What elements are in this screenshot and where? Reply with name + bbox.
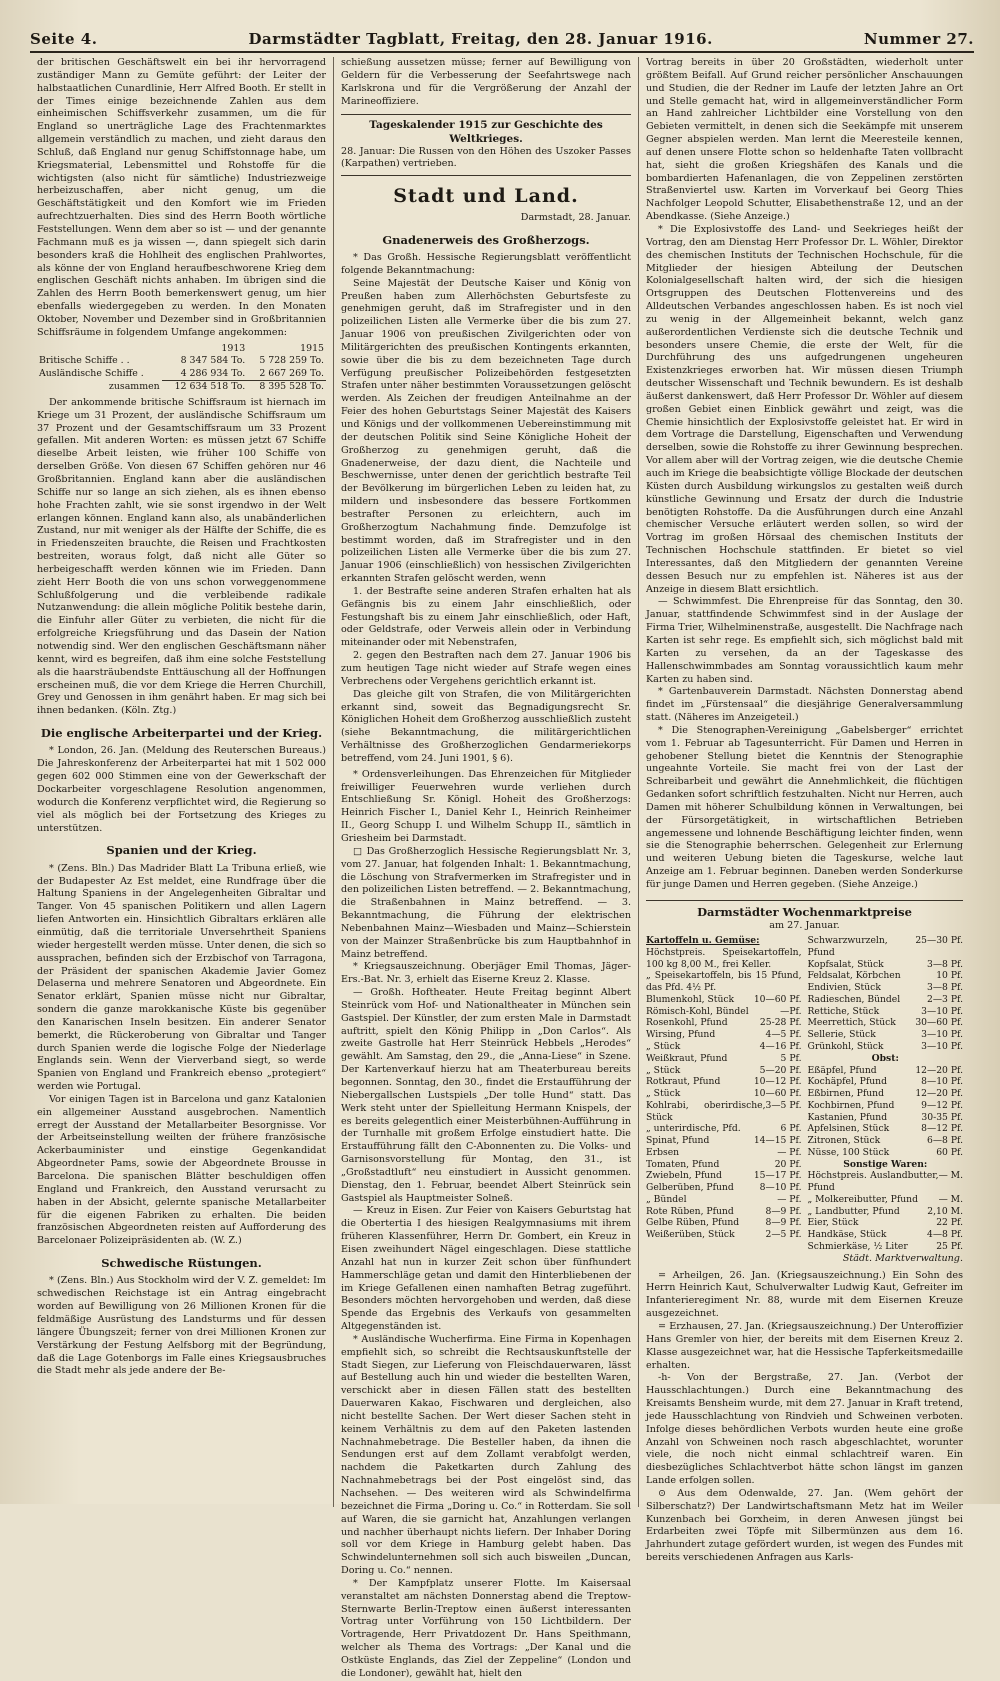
- tageskalender-entry: 28. Januar: Die Russen von den Höhen des Uszoker Passes (Karpathen) vertrieben.: [341, 145, 631, 170]
- page-number: Seite 4.: [30, 30, 98, 48]
- market-item: Eßbirnen, Pfund: [807, 1088, 884, 1100]
- total-1913: 12 634 518 To.: [162, 381, 248, 394]
- market-item: Rettiche, Stück: [807, 1005, 880, 1017]
- market-item: Gelbe Rüben, Pfund: [646, 1217, 740, 1229]
- market-price-row: [808, 1088, 964, 1100]
- market-item: Tomaten, Pfund: [646, 1158, 720, 1170]
- table-row: [37, 368, 326, 381]
- market-price-row: [808, 1147, 964, 1159]
- market-item: Spinat, Pfund: [646, 1135, 710, 1147]
- market-item: Eier, Stück: [807, 1217, 859, 1229]
- market-item: Erbsen: [646, 1146, 680, 1158]
- market-price: 8—9 Pf.: [765, 1217, 802, 1229]
- market-price-row: [808, 1017, 964, 1029]
- market-right-column: [808, 935, 964, 1253]
- column-2: [333, 57, 638, 1679]
- market-price-row: [646, 1041, 802, 1053]
- market-price: — M.: [938, 1170, 963, 1182]
- market-price-row: [808, 970, 964, 982]
- market-item: Nüsse, 100 Stück: [807, 1146, 890, 1158]
- market-price: 22 Pf.: [936, 1217, 963, 1229]
- total-1915: 8 395 528 To.: [247, 381, 326, 394]
- market-item: Feldsalat, Körbchen: [807, 970, 901, 982]
- article-hoftheater: — Großh. Hoftheater. Heute Freitag beginnt Albert Steinrück vom Hof- und Nationaltheater in München sein Gastspiel. Der Künstler, der zum ersten Male in Darmstadt auftritt, spielt den König Philipp in „Don Carlos“. Als zweite Gastrolle hat Herr Steinrück Hebbels „Herodes“ gewählt. Am Samstag, den 29., die „Anna-Liese“ in Szene. Der Kartenverkauf hierzu hat am Theaterbureau bereits begonnen. Sonntag, den 30., findet die Erstaufführung der Niebergallschen Lustspiels „Der tolle Hund“ statt. Das Werk steht unter der Spielleitung Hermann Knispels, der es bereits gelegentlich einer Meisterbühnen-Aufführung in der Turnhalle mit großem Erfolge einstudiert hatte. Die Erstaufführung fällt den C-Abonnenten zu. Die Volks- und Garnisonsvorstellung für Montag, den 31., ist „Großstadtluft“ neu einstudiert in Aussicht genommen. Dienstag, den 1. Februar, beendet Albert Steinrück sein Gastspiel als Hauptmeister Solneß.: [341, 987, 631, 1204]
- market-price-row: [646, 947, 802, 971]
- article-bergstrasse: -h- Von der Bergstraße, 27. Jan. (Verbot der Hausschlachtungen.) Durch eine Bekanntmachung des Kreisamts Bensheim wurde, mit dem 27. Januar in Kraft tretend, jede Hausschlachtung von Rindvieh und Schweinen verboten. Infolge dieses behördlichen Verbots wurden heute eine große Anzahl von Schweinen noch rasch abgeschlachtet, worunter viele, die noch nicht einmal schlachtreif waren. Ein diesbezügliches Schlachtverbot hätte schon längst im ganzen Lande erfolgen sollen.: [646, 1372, 963, 1487]
- market-price-row: [808, 1029, 964, 1041]
- article-gnadenerweis-5: Das gleiche gilt von Strafen, die von Militärgerichten erkannt sind, soweit das Begnadigungsrecht Sr. Königlichen Hoheit dem Großherzog ausschließlich zusteht (siehe Bekanntmachung, die militärgerichtlichen Verhältnisse des Großherzoglichen Gendarmeriekorps betreffend, vom 24. Juni 1901, § 6).: [341, 688, 631, 764]
- market-price-row: [808, 1217, 964, 1229]
- market-other-goods-heading: Sonstige Waren:: [843, 1158, 928, 1170]
- market-item: „ Landbutter, Pfund: [807, 1205, 900, 1217]
- market-item: Grünkohl, Stück: [807, 1040, 884, 1052]
- market-price: 8—10 Pf.: [921, 1076, 963, 1088]
- market-item: Endivien, Stück: [807, 982, 881, 994]
- market-price-row: [646, 1053, 802, 1065]
- market-item: „ Speisekartoffeln, bis 15 Pfund, das Pfd. 4½ Pf.: [646, 970, 802, 994]
- article-ordensverleihungen: * Ordensverleihungen. Das Ehrenzeichen für Mitglieder freiwilliger Feuerwehren wurde verliehen durch Entschließung Sr. Königl. Hoheit des Großherzogs: Heinrich Fischer I., Daniel Kehr I., Heinrich Reinheimer II., Georg Schupp I. und Wilhelm Schupp II., sämtlich in Griesheim bei Darmstadt.: [341, 768, 631, 844]
- article-kriegsauszeichnung: * Kriegsauszeichnung. Oberjäger Emil Thomas, Jäger-Ers.-Bat. Nr. 3, erhielt das Eiserne Kreuz 2. Klasse.: [341, 961, 631, 986]
- headline-arbeiterpartei: Die englische Arbeiterpartei und der Krieg.: [40, 726, 323, 741]
- article-wucherfirma: * Ausländische Wucherfirma. Eine Firma in Kopenhagen empfiehlt sich, so schreibt die Rechtsauskunftstelle der Stadt Siegen, zur Lieferung von Fleischdauerwaren, lässt auf Bestellung auch hin und wieder die bestellten Waren, verschickt aber in diesen Fällen statt des bestellten Dauerwaren Kakao, Fischwaren und dergleichen, also nicht bestellte Sachen. Der Wert dieser Sachen steht in keinem Verhältnis zu dem auf den Paketen lastenden Nachnahmebetrage. Die Besteller haben, da ihnen die Sendungen erst auf dem Zollamt verabfolgt werden, nachdem die Paketkarten durch Zahlung des Nachnahmebetrags bei der Post eingelöst sind, das Nachsehen. — Des weiteren wird als Schwindelfirma bezeichnet die Firma „Doring u. Co.“ in Rotterdam. Sie soll auf Waren, die sie garnicht hat, Anzahlungen verlangen und nachher überhaupt nichts liefern. Der Inhaber Doring soll vor dem Kriege in Hamburg gelebt haben. Das Schwindelunternehmen soll sich auch bisweilen „Duncan, Doring u. Co.“ nennen.: [341, 1333, 631, 1577]
- dateline: Darmstadt, 28. Januar.: [520, 211, 631, 223]
- market-price: 30—60 Pf.: [915, 1017, 963, 1029]
- market-item: Gelberüben, Pfund: [646, 1182, 734, 1194]
- market-item: „ Stück: [646, 1064, 681, 1076]
- market-price: 4—8 Pf.: [927, 1229, 963, 1241]
- total-label: zusammen: [108, 381, 160, 393]
- market-price-row: [646, 1182, 802, 1194]
- market-price-row: [646, 1076, 802, 1088]
- market-price-row: [808, 1206, 964, 1218]
- article-spanien: * (Zens. Bln.) Das Madrider Blatt La Tribuna erließ, wie der Budapester Az Est meldet, eine Rundfrage über die Haltung Spaniens in der Angelegenheiten Gibraltar und Tanger. Von 45 spanischen Politikern und allen Lagern liefen Antworten ein. Hinsichtlich Gibraltars erklären alle einmütig, daß die territoriale Unversehrtheit Spaniens wieder hergestellt werden müsse. Unter denen, die sich so aussprachen, befinden sich der Erzbischof von Tarragona, der Präsident der spanischen Akademie Javier Gomez Delaserna und mehrere Senatoren und Abgeordnete. Ein Senator erklärt, Spanien müsse nicht nur Gibraltar, sondern die ganze marokkanische Küste bis gegenüber den Kanarischen Inseln besitzen. Ein anderer Senator bemerkt, die Rückeroberung von Gibraltar und Tanger durch Spanien werde die logische Folge der Niederlage Englands sein. Wenn der Vierverband siegt, so werde Spanien von England und Frankreich ebenso „protegiert“ werden wie Portugal.: [37, 862, 326, 1093]
- market-price: 10 Pf.: [936, 970, 963, 982]
- column-1: [30, 57, 333, 1507]
- market-item: Weißkraut, Pfund: [646, 1052, 728, 1064]
- market-vegetables-heading: Kartoffeln u. Gemüse:: [646, 935, 760, 947]
- market-price: 12—20 Pf.: [915, 1064, 963, 1076]
- market-item: Schmierkäse, ½ Liter: [807, 1241, 908, 1252]
- article-explosivstoffe: * Die Explosivstoffe des Land- und Seekrieges heißt der Vortrag, den am Dienstag Herr Professor Dr. L. Wöhler, Direktor des chemischen Instituts der Technischen Hochschule, für die Mitglieder der hiesigen Abteilung der Deutschen Kolonialgesellschaft halten wird, der sich die hiesigen Ortsgruppen des Deutschen Flottenvereins und des Alldeutschen Verbandes angeschlossen haben. Es ist noch viel zu wenig in der Allgemeinheit bekannt, welch ganz außerordentlichen Verdienste sich die deutsche Technik und besonders unsere Chemie, die erste der Welt, für die Durchführung des uns aufgedrungenen ungeheuren Existenzkrieges erworben hat. Wir müssen diesen Triumph deutscher Wissenschaft und Technik bewundern. Es ist deshalb äußerst dankenswert, daß Herr Professor Dr. Wöhler auf diesem großen Gebiet einen Einblick gewährt und zeigt, was die Chemie hinsichtlich der Explosivstoffe geleistet hat. Er wird in dem Vortrage die Darstellung, Eigenschaften und Verwendung derselben, sowie die Rohstoffe zu ihrer Gewinnung besprechen. Vor allem aber will der Vortrag zeigen, wie die deutsche Chemie auch im Kriege die beabsichtigte völlige Blockade der deutschen Küsten durch Ausbildung wirkungslos zu gestalten weiß durch künstliche Gewinnung und Ersatz der durch die Industrie benötigten Rohstoffe. Da die Ausführungen durch eine Anzahl chemischer Versuche erläutert werden sollen, so wird der Vortrag im großen Hörsaal des chemischen Instituts der Technischen Hochschule stattfinden. Er bietet so viel Interessantes, daß den Mitgliedern der genannten Vereine dessen Besuch nur zu empfehlen ist. Näheres ist aus der Anzeige in diesem Blatt ersichtlich.: [646, 223, 963, 595]
- market-price-row: [808, 935, 964, 959]
- market-price-row: [808, 1123, 964, 1135]
- market-price-row: [808, 1006, 964, 1018]
- market-price: — Pf.: [777, 1193, 802, 1205]
- headline-spanien: Spanien und der Krieg.: [106, 843, 257, 858]
- market-item: Weißerüben, Stück: [646, 1229, 735, 1241]
- market-item: Eßäpfel, Pfund: [807, 1064, 877, 1076]
- market-prices-date: am 27. Januar.: [769, 920, 840, 932]
- market-price: 25—30 Pf.: [915, 935, 963, 947]
- row-label: Ausländische Schiffe .: [39, 368, 144, 379]
- market-price-row: [646, 1017, 802, 1029]
- market-price: 4—5 Pf.: [765, 1029, 802, 1041]
- table-total-row: [37, 381, 326, 394]
- tageskalender-title: Tageskalender 1915 zur Geschichte des Weltkrieges.: [369, 119, 603, 145]
- article-schweden-continued: schießung aussetzen müsse; ferner auf Bewilligung von Geldern für die Verbesserung der Seefahrtswege nach Karlskrona und für die Vergrößerung der Anzahl der Marineoffiziere.: [341, 57, 631, 107]
- article-gnadenerweis: * Das Großh. Hessische Regierungsblatt veröffentlicht folgende Bekanntmachung:: [341, 252, 631, 276]
- market-price-row: [808, 1100, 964, 1112]
- market-price-row: [808, 1170, 964, 1194]
- columns: [30, 57, 974, 1679]
- market-item: Apfelsinen, Stück: [807, 1123, 890, 1135]
- article-gnadenerweis-2: Seine Majestät der Deutsche Kaiser und König von Preußen haben zum Allerhöchsten Geburtsfeste zu genehmigen geruht, daß im Strafregister und in den polizeilichen Listen alle Vermerke über die bis zum 27. Januar 1906 von preußischen Zivilgerichten oder von Militärgerichten des preußischen Kontingents erkannten, sowie über die bis zu dem bezeichneten Tage durch Verfügung preußischer Polizeibehörden festgesetzten Strafen unter näher bestimmten Voraussetzungen gelöscht werden. Als Zeichen der freudigen Anteilnahme an der Feier des hohen Geburtstags Seiner Majestät des Kaisers und Königs und der vollkommenen Uebereinstimmung mit der deutschen Politik sind Seine Königliche Hoheit der Großherzog zu genehmigen geruht, daß die Gnadenerweise, der dazu dient, die Nachteile und Beschwernisse, unter denen der gerichtlich bestrafte Teil der Bevölkerung im bürgerlichen Leben zu leiden hat, zu mildern und insbesondere das bessere Fortkommen bestrafter Personen zu erleichtern, auch im Großherzogtum Nachahmung finde. Demzufolge ist bestimmt worden, daß im Strafregister und in den polizeilichen Listen alle Vermerke über die bis zum 27. Januar 1906 (einschließlich) von hessischen Zivilgerichten erkannten Strafen gelöscht werden, wenn: [341, 277, 631, 585]
- market-price: 8—9 Pf.: [765, 1205, 802, 1217]
- market-price: — Pf.: [777, 1146, 802, 1158]
- column-3: [638, 57, 970, 1564]
- market-price-row: [808, 1076, 964, 1088]
- market-price: 2,10 M.: [927, 1205, 963, 1217]
- article-gnadenerweis-3: 1. der Bestrafte seine anderen Strafen erhalten hat als Gefängnis bis zu einem Jahr einschließlich, oder Festungshaft bis zu einem Jahr einschließlich, oder Haft, oder Geldstrafe, oder Verweis allein oder in Verbindung miteinander oder mit Nebenstrafen,: [341, 585, 631, 649]
- article-kampfplatz-continued: Vortrag bereits in über 20 Großstädten, wiederholt unter größtem Beifall. Auf Grund reicher persönlicher Anschauungen und Studien, die der Redner im Laufe der letzten Jahre an Ort und Stelle gemacht hat, wird in allgemeinverständlicher Form an Hand zahlreicher Lichtbilder eine Vorstellung von den Gebieten vermittelt, in denen sich die Seekämpfe mit unserem Gegner abspielen werden. Man lernt die Meeresteile kennen, auf denen unsere Flotte schon so heldenhafte Taten vollbracht hat, sieht die großen Kriegshäfen des Kanals und die bombardierten Hafenanlagen, die von Zeppelinen zerstörten Straßenviertel usw. Karten im Vorverkauf bei Georg Thies Nachfolger Leopold Schutter, Elisabethenstraße 12, und an der Abendkasse. (Siehe Anzeige.): [646, 57, 963, 223]
- market-price: 8—10 Pf.: [759, 1182, 802, 1194]
- market-price-row: [646, 1194, 802, 1206]
- market-price: 5 Pf.: [780, 1052, 802, 1064]
- market-price-row: [646, 1088, 802, 1100]
- market-price-row: [646, 1065, 802, 1077]
- market-item: Kopfsalat, Stück: [807, 958, 884, 970]
- market-item: Höchstpreis. Speisekartoffeln, 100 kg 8,00 M., frei Keller.: [646, 946, 802, 970]
- market-item: „ Bündel: [646, 1193, 687, 1205]
- section-title-stadt-und-land: Stadt und Land.: [393, 185, 579, 208]
- market-price: 4—16 Pf.: [759, 1040, 802, 1052]
- cell-1915: 5 728 259 To.: [259, 355, 324, 367]
- market-price-row: [808, 1229, 964, 1241]
- table-row: [37, 355, 326, 368]
- market-item: Radieschen, Bündel: [807, 993, 901, 1005]
- market-price-row: [646, 1159, 802, 1171]
- issue-number: Nummer 27.: [863, 30, 974, 48]
- market-price: 3—10 Pf.: [921, 1040, 963, 1052]
- market-item: Sellerie, Stück: [807, 1029, 876, 1041]
- market-price-row: [646, 994, 802, 1006]
- masthead: [30, 30, 974, 53]
- market-price: 3—8 Pf.: [927, 958, 963, 970]
- market-item: Zitronen, Stück: [807, 1135, 881, 1147]
- market-item: Höchstpreis. Auslandbutter, Pfund: [807, 1170, 939, 1194]
- market-price: 10—60 Pf.: [753, 1088, 802, 1100]
- row-label: Britische Schiffe . .: [39, 355, 130, 367]
- market-price: 10—60 Pf.: [753, 993, 802, 1005]
- market-price: 8—12 Pf.: [921, 1123, 963, 1135]
- market-price: 5—20 Pf.: [759, 1064, 802, 1076]
- market-item: Kohlrabi, oberirdische, Stück: [646, 1099, 766, 1123]
- market-item: „ unterirdische, Pfd.: [646, 1123, 741, 1135]
- market-price: 6 Pf.: [780, 1123, 802, 1135]
- market-item: Zwiebeln, Pfund: [646, 1170, 722, 1182]
- article-gnadenerweis-4: 2. gegen den Bestraften nach dem 27. Januar 1906 bis zum heutigen Tage nicht wieder auf Strafe wegen eines Verbrechens oder Vergehens gerichtlich erkannt ist.: [341, 650, 631, 687]
- article-odenwald: ⊙ Aus dem Odenwalde, 27. Jan. (Wem gehört der Silberschatz?) Der Landwirtschaftsmann Metz hat im Weiler Kunzenbach bei Gorxheim, in deren Anwesen jüngst bei Erdarbeiten zwei Töpfe mit Silbermünzen aus dem 16. Jahrhundert zutage gefördert wurden, ist wegen des Fundes mit bereits verschiedenen Anfragen aus Karls-: [646, 1487, 963, 1564]
- market-price: 10—12 Pf.: [753, 1076, 802, 1088]
- market-price: 3—8 Pf.: [927, 982, 963, 994]
- market-price: 15—17 Pf.: [753, 1170, 802, 1182]
- market-price-row: [646, 1217, 802, 1229]
- article-spanien-2: Vor einigen Tagen ist in Barcelona und ganz Katalonien ein allgemeiner Ausstand ausgebrochen. Namentlich erregt der Ausstand der Metallarbeiter Besorgnisse. Vor der Arbeitseinstellung weilten der frühere französische Ackerbauminister und einstige Gegenkandidat Abgeordneter Pams, sowie der Abgeordnete Brousse in Barcelona. Die spanischen Blätter beschuldigen offen England und Frankreich, den Ausstand verursacht zu haben in der Absicht, gelernte spanische Metallarbeiter für die eigenen Fabriken zu erhalten. Die beiden französischen Abgeordneten reisten auf Aufforderung des Barcelonaer Polizeipräsidenten ab. (W. Z.): [37, 1093, 326, 1247]
- market-left-column: [646, 935, 802, 1253]
- market-price-row: [646, 1147, 802, 1159]
- market-price-row: [646, 1006, 802, 1018]
- market-price: 20 Pf.: [774, 1158, 802, 1170]
- article-booth-continued: Der ankommende britische Schiffsraum ist hiernach im Kriege um 31 Prozent, der ausländische Schiffsraum um 37 Prozent und der Gesamtschiffsraum um 33 Prozent gefallen. Mit anderen Worten: es müssen jetzt 67 Schiffe dieselbe Arbeit leisten, wie früher 100 Schiffe von derselben Größe. Von diesen 67 Schiffen gehören nur 46 Großbritannien. England kann aber die ausländischen Schiffe nur so lange an sich ziehen, als es ihnen ebenso hohe Frachten zahlt, wie sie sonst irgendwo in der Welt erlangen können. England kann also, als unabänderlichen Zustand, nur mit weniger als der Hälfte der Schiffe, die es in Friedenszeiten brauchte, die Reisen und Frachtkosten bestreiten, woraus folgt, daß nicht alle Güter so herbeigeschafft werden können wie im Frieden. Dann zieht Herr Booth die von uns schon vorweggenommene Schlußfolgerung und die verbleibende radikale Nutzanwendung: die allein mögliche Politik bestehe darin, die Einfuhr aller Güter zu verbieten, die nicht für die erfolgreiche Kriegsführung und das Dasein der Nation notwendig sind. Wer den englischen Geschäftsmann näher kennt, wird es begreifen, daß ihm eine solche Feststellung als die haarsträubendste Enttäuschung all der Hoffnungen erscheinen muß, die vor dem Kriege die Herren Churchill, Grey und Genossen in ihm genährt haben. Er mag sich bei ihnen bedanken. (Köln. Ztg.): [37, 396, 326, 717]
- article-booth-text: der britischen Geschäftswelt ein bei ihr hervorragend zuständiger Mann zu Gemüte geführt: der Leiter der halbstaatlichen Cunardlinie, Herr Alfred Booth. Er stellt in der Times einige bezeichnende Zahlen aus dem einheimischen Schiffsverkehr zusammen, um die für England so unerträgliche Lage des Frachtenmarktes allgemein verständlich zu machen, und zieht daraus den Schluß, daß England nur genug Schiffstonnage habe, um Kriegsmaterial, Lebensmittel und Rohstoffe für die wichtigsten (also nicht für sämtliche) Industriezweige herbeizuschaffen, aber nicht genug, um die Geschäftstätigkeit und den Komfort wie im Frieden aufrechtzuerhalten. Dies sind des Herrn Booth wörtliche Feststellungen. Wenn dem aber so ist — und der genannte Fachmann muß es ja wissen —, dann spiegelt sich darin besonders kraß die Hohlheit des englischen Prahlwortes, als könne der von England heraufbeschworene Krieg dem englischen Geschäft nichts anhaben. Im übrigen sind die Zahlen des Herrn Booth bemerkenswert genug, um hier ebenfalls wiedergegeben zu werden. In den Monaten Oktober, November und Dezember sind in Großbritannien Schiffsräume in folgendem Umfange angekommen:: [37, 57, 326, 338]
- market-item: Rosenkohl, Pfund: [646, 1017, 728, 1029]
- market-price: 25 Pf.: [936, 1241, 963, 1252]
- market-price: 25-28 Pf.: [759, 1017, 802, 1029]
- market-price: 3—10 Pf.: [921, 1029, 963, 1041]
- market-price-row: [808, 1041, 964, 1053]
- market-price-row: [808, 1135, 964, 1147]
- market-price-row: [808, 959, 964, 971]
- cell-1913: 8 347 584 To.: [180, 355, 246, 367]
- market-price: — M.: [938, 1193, 963, 1205]
- market-price: 6—8 Pf.: [927, 1135, 963, 1147]
- market-price: 14—15 Pf.: [753, 1135, 802, 1147]
- cell-1915: 2 667 269 To.: [259, 367, 324, 379]
- market-price-row: [646, 1123, 802, 1135]
- article-gartenbauverein: * Gartenbauverein Darmstadt. Nächsten Donnerstag abend findet im „Fürstensaal“ die diesjährige Generalversammlung statt. (Näheres im Anzeigeteil.): [646, 686, 963, 724]
- market-price: 12—20 Pf.: [915, 1088, 963, 1100]
- market-price: 60 Pf.: [936, 1146, 963, 1158]
- headline-schweden: Schwedische Rüstungen.: [101, 1256, 262, 1271]
- market-price-row: [808, 1241, 964, 1253]
- year-1915-header: 1915: [300, 342, 324, 354]
- market-item: Wirsing, Pfund: [646, 1029, 716, 1041]
- market-price-row: [646, 1206, 802, 1218]
- market-price-row: [808, 994, 964, 1006]
- article-regierungsblatt: □ Das Großherzoglich Hessische Regierungsblatt Nr. 3, vom 27. Januar, hat folgenden Inhalt: 1. Bekanntmachung, die Löschung von Strafvermerken im Strafregister und in den polizeilichen Listen betreffend. — 2. Bekanntmachung, die Straßenbahnen in Mainz betreffend. — 3. Bekanntmachung, die Führung der elektrischen Nebenbahnen Mainz—Wiesbaden und Mainz—Schierstein von der Mainzer Straßenbrücke bis zum Hauptbahnhof in Mainz betreffend.: [341, 845, 631, 960]
- article-kreuz-in-eisen: — Kreuz in Eisen. Zur Feier von Kaisers Geburtstag hat die Obertertia I des hiesigen Realgymnasiums mit ihrem früheren Klassenführer, Herrn Dr. Gombert, ein Kreuz in Eisen zweihundert Nägel eingeschlagen. Diese stattliche Anzahl hat nun in kurzer Zeit schon über fünfhundert Hammerschläge getan und damit den Hinterbliebenen der im Kriege Gefallenen einen namhaften Betrag zugeführt. Besonders möchten hervorgehoben und werden, daß diese Spende das Ergebnis des Verkaufs von gesammelten Altgegenständen ist.: [341, 1205, 631, 1333]
- market-signature: Städt. Marktverwaltung.: [842, 1252, 963, 1264]
- article-schwimmfest: — Schwimmfest. Die Ehrenpreise für das Sonntag, den 30. Januar, stattfindende Schwimmfest sind in der Auslage der Firma Trier, Wilhelminenstraße, ausgestellt. Die Nachfrage nach Karten ist sehr rege. Es empfiehlt sich, sich möglichst bald mit Karten zu versehen, da an der Tageskasse des Hallenschwimmbades am Sonntag voraussichtlich kaum mehr Karten zu haben sind.: [646, 596, 963, 685]
- market-prices-title: Darmstädter Wochenmarktpreise: [646, 900, 963, 920]
- market-item: Rotkraut, Pfund: [646, 1076, 721, 1088]
- market-price: 3—5 Pf.: [765, 1099, 802, 1111]
- market-item: Meerrettich, Stück: [807, 1017, 896, 1029]
- market-item: „ Stück: [646, 1088, 681, 1100]
- market-item: Blumenkohl, Stück: [646, 993, 735, 1005]
- market-price-row: [808, 1194, 964, 1206]
- market-price: 30-35 Pf.: [921, 1111, 963, 1123]
- market-price: 3—10 Pf.: [921, 1005, 963, 1017]
- shipping-table: [37, 343, 326, 394]
- market-item: Kastanien, Pfund: [807, 1111, 888, 1123]
- article-schweden: * (Zens. Bln.) Aus Stockholm wird der V. Z. gemeldet: Im schwedischen Reichstage ist ein Antrag eingebracht worden auf Bewilligung von 26 Millionen Kronen für die feldmäßige Ausrüstung des Landsturms und für dessen längere Übungszeit; ferner von drei Millionen Kronen zur Verstärkung der Festung Aelfsborg mit der Begründung, daß die Lage Gotenborgs im Falle eines Kriegsausbruches die Stadt mehr als jede andere der Be-: [37, 1275, 326, 1377]
- market-price: 9—12 Pf.: [921, 1099, 963, 1111]
- market-item: „ Stück: [646, 1040, 681, 1052]
- market-item: Kochbirnen, Pfund: [807, 1099, 895, 1111]
- market-price-row: [808, 1112, 964, 1124]
- market-price-row: [646, 1229, 802, 1241]
- market-fruit-heading: Obst:: [871, 1052, 899, 1064]
- market-price-row: [646, 970, 802, 994]
- market-price: 2—5 Pf.: [765, 1229, 802, 1241]
- article-stenographen: * Die Stenographen-Vereinigung „Gabelsberger“ errichtet vom 1. Februar ab Tagesunterricht. Für Damen und Herren in gehobener Stellung bietet die Kenntnis der Stenographie ungeahnte Vorteile. Sie macht frei von der Last der Schreibarbeit und gewährt die Annehmlichkeit, die flüchtigen Gedanken sofort schriftlich festzuhalten. Nicht nur Herren, auch Damen mit höherer Schulbildung können in Verwaltungen, bei der Fürsorgetätigkeit, in wirtschaftlichen Betrieben angemessene und lohnende Beschäftigung leichter finden, wenn sie die Stenographie beherrschen. Gelegenheit zur Erlernung und weiteren Uebung bieten die Tageskurse, welche laut Anzeige am 1. Februar beginnen. Daneben werden Sonderkurse für junge Damen und Herren gegeben. (Siehe Anzeige.): [646, 724, 963, 890]
- article-arheilgen: = Arheilgen, 26. Jan. (Kriegsauszeichnung.) Ein Sohn des Herrn Heinrich Kaut, Schulverwalter Ludwig Kaut, Gefreiter im Infanterieregiment Nr. 88, wurde mit dem Eisernen Kreuze ausgezeichnet.: [646, 1269, 963, 1320]
- market-price-row: [808, 982, 964, 994]
- tageskalender-box: [341, 114, 631, 176]
- headline-gnadenerweis: Gnadenerweis des Großherzogs.: [382, 232, 590, 247]
- market-prices-table: [646, 935, 963, 1253]
- market-item: Kochäpfel, Pfund: [807, 1076, 887, 1088]
- market-item: Römisch-Kohl, Bündel: [646, 1005, 749, 1017]
- market-price: 2—3 Pf.: [927, 993, 963, 1005]
- market-price-row: [646, 1100, 802, 1124]
- market-item: „ Molkereibutter, Pfund: [807, 1193, 918, 1205]
- article-arbeiterpartei: * London, 26. Jan. (Meldung des Reuterschen Bureaus.) Die Jahreskonferenz der Arbeiterpartei hat mit 1 502 000 gegen 602 000 Stimmen eine von der Gewerkschaft der Dockarbeiter vorgeschlagene Resolution angenommen, wodurch die Konferenz verpflichtet wird, die Regierung so viel als möglich bei der Fortsetzung des Krieges zu unterstützen.: [37, 745, 326, 834]
- market-item: Rote Rüben, Pfund: [646, 1205, 734, 1217]
- market-price-row: [808, 1065, 964, 1077]
- article-erzhausen: = Erzhausen, 27. Jan. (Kriegsauszeichnung.) Der Unteroffizier Hans Gremler von hier, der bereits mit dem Eisernen Kreuz 2. Klasse ausgezeichnet war, hat die Hessische Tapferkeitsmedaille erhalten.: [646, 1320, 963, 1371]
- year-1913-header: 1913: [221, 342, 246, 354]
- cell-1913: 4 286 934 To.: [180, 367, 246, 379]
- market-price-row: [646, 1029, 802, 1041]
- market-price-row: [646, 1135, 802, 1147]
- market-price: —Pf.: [780, 1005, 802, 1017]
- market-item: Schwarzwurzeln, Pfund: [807, 935, 888, 958]
- newspaper-title: Darmstädter Tagblatt, Freitag, den 28. Januar 1916.: [248, 30, 713, 48]
- market-price-row: [646, 1170, 802, 1182]
- article-kampfplatz: * Der Kampfplatz unserer Flotte. Im Kaisersaal veranstaltet am nächsten Donnerstag abend die Treptow-Sternwarte Berlin-Treptow einen äußerst interessanten Vortrag unter Vorführung von 150 Lichtbildern. Der Vortragende, Herr Privatdozent Dr. Hans Speithmann, welcher als Thema des Vortrags: „Der Kanal und die Ostküste Englands, das Ziel der Zeppeline“ (London und die Londoner), gewählt hat, hielt den: [341, 1577, 631, 1679]
- market-item: Handkäse, Stück: [807, 1229, 887, 1241]
